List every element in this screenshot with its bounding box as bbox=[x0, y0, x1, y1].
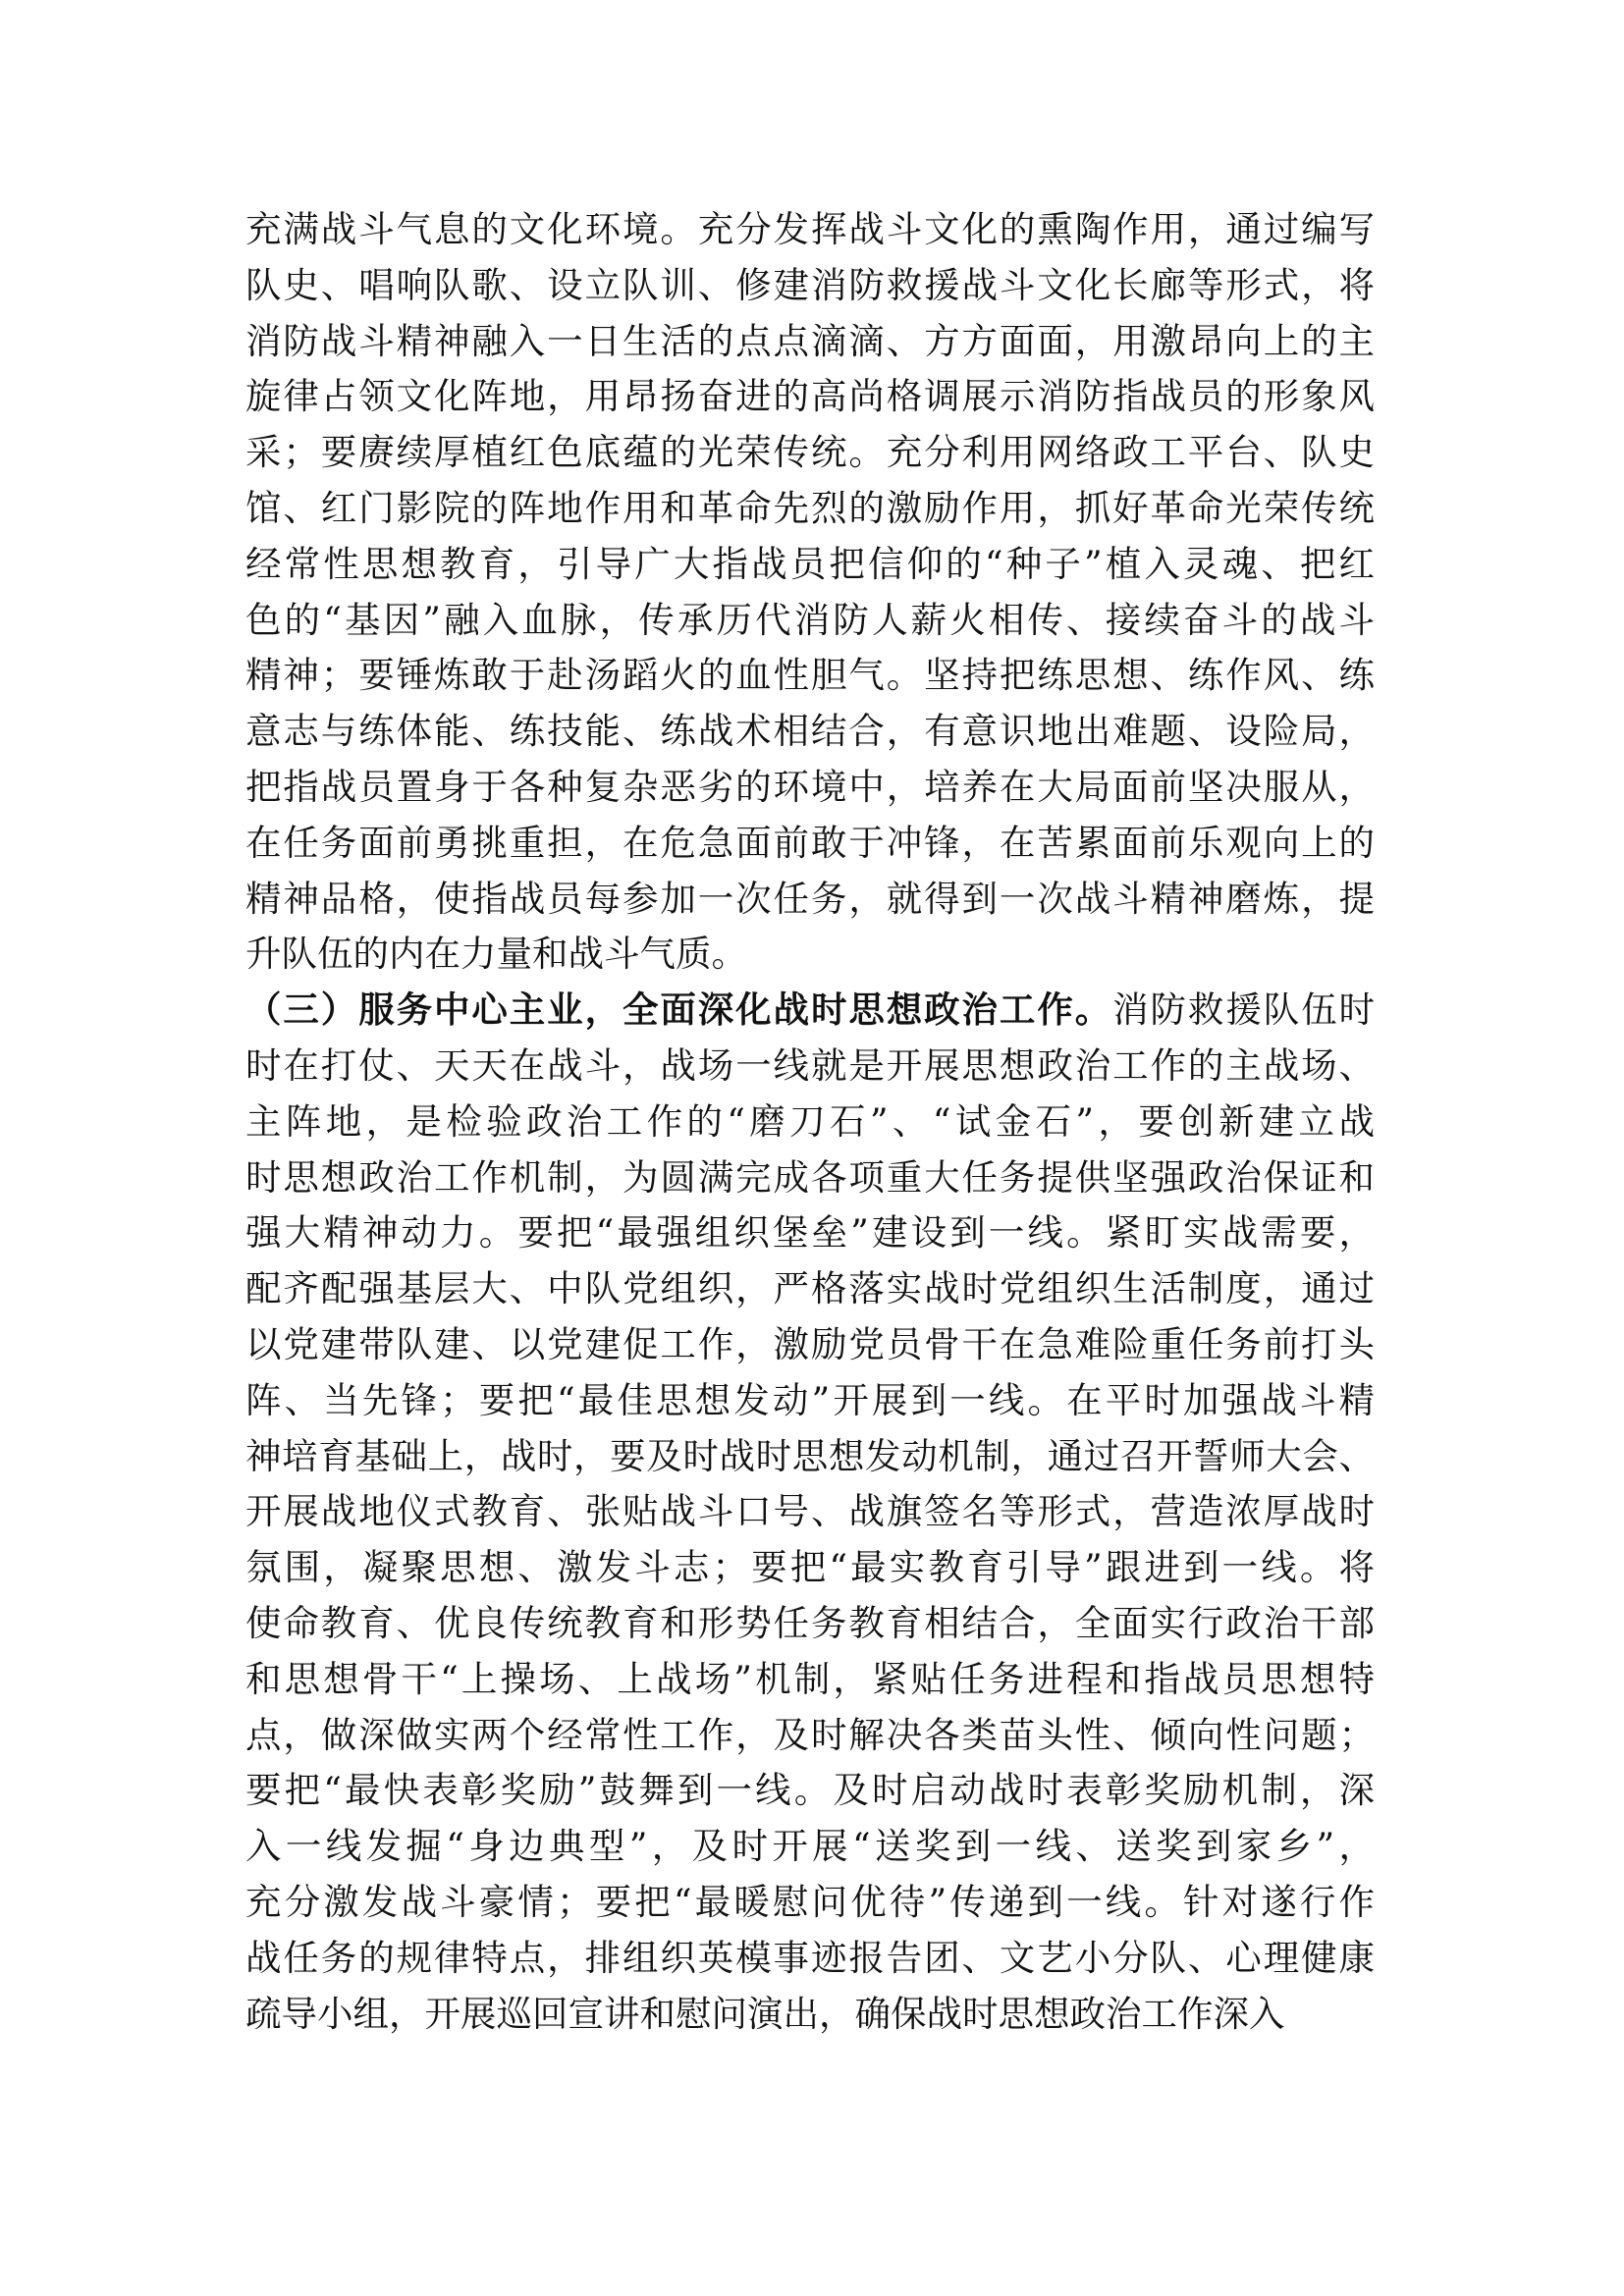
text-line: 和思想骨干“上操场、上战场”机制，紧贴任务进程和指战员思想特 bbox=[245, 1657, 1375, 1700]
text-line: 强大精神动力。要把“最强组织堡垒”建设到一线。紧盯实战需要， bbox=[245, 1211, 1375, 1255]
text-line: 时思想政治工作机制，为圆满完成各项重大任务提供坚强政治保证和 bbox=[245, 1155, 1375, 1199]
text-line: 阵、当先锋；要把“最佳思想发动”开展到一线。在平时加强战斗精 bbox=[245, 1378, 1375, 1421]
text-line: 入一线发掘“身边典型”，及时开展“送奖到一线、送奖到家乡”， bbox=[245, 1825, 1375, 1868]
text-line: 意志与练体能、练技能、练战术相结合，有意识地出难题、设险局， bbox=[245, 710, 1375, 753]
text-line: 配齐配强基层大、中队党组织，严格落实战时党组织生活制度，通过 bbox=[245, 1267, 1375, 1310]
text-line: 以党建带队建、以党建促工作，激励党员骨干在急难险重任务前打头 bbox=[245, 1322, 1375, 1365]
section-heading: （三）服务中心主业，全面深化战时思想政治工作。 bbox=[245, 988, 1113, 1032]
text-line: 采；要赓续厚植红色底蕴的光荣传统。充分利用网络政工平台、队史 bbox=[245, 431, 1375, 474]
heading-line-text: 消防救援队伍时 bbox=[1112, 988, 1375, 1032]
text-line: 在任务面前勇挑重担，在危急面前敢于冲锋，在苦累面前乐观向上的 bbox=[245, 821, 1375, 864]
text-line-last: 升队伍的内在力量和战斗气质。 bbox=[245, 933, 747, 976]
text-line: 神培育基础上，战时，要及时战时思想发动机制，通过召开誓师大会、 bbox=[245, 1434, 1375, 1477]
section-heading-line bbox=[245, 983, 1375, 1039]
text-line: 精神品格，使指战员每参加一次任务，就得到一次战斗精神磨炼，提 bbox=[245, 877, 1375, 920]
text-line: 消防战斗精神融入一日生活的点点滴滴、方方面面，用激昂向上的主 bbox=[245, 319, 1375, 362]
text-line: 使命教育、优良传统教育和形势任务教育相结合，全面实行政治干部 bbox=[245, 1601, 1375, 1644]
text-line: 氛围，凝聚思想、激发斗志；要把“最实教育引导”跟进到一线。将 bbox=[245, 1546, 1375, 1589]
text-line: 充分激发战斗豪情；要把“最暖慰问优待”传递到一线。针对遂行作 bbox=[245, 1880, 1375, 1923]
text-line: 旋律占领文化阵地，用昂扬奋进的高尚格调展示消防指战员的形象风 bbox=[245, 375, 1375, 418]
body-text bbox=[245, 202, 1375, 2042]
text-line: 点，做深做实两个经常性工作，及时解决各类苗头性、倾向性问题； bbox=[245, 1713, 1375, 1756]
text-line: 开展战地仪式教育、张贴战斗口号、战旗签名等形式，营造浓厚战时 bbox=[245, 1490, 1375, 1533]
text-line: 经常性思想教育，引导广大指战员把信仰的“种子”植入灵魂、把红 bbox=[245, 542, 1375, 585]
text-line-last: 疏导小组，开展巡回宣讲和慰问演出，确保战时思想政治工作深入 bbox=[245, 1992, 1285, 2035]
text-line: 战任务的规律特点，排组织英模事迹报告团、文艺小分队、心理健康 bbox=[245, 1936, 1375, 1979]
paragraph-1 bbox=[245, 202, 1375, 983]
text-line: 要把“最快表彰奖励”鼓舞到一线。及时启动战时表彰奖励机制，深 bbox=[245, 1769, 1375, 1812]
text-line: 精神；要锤炼敢于赴汤蹈火的血性胆气。坚持把练思想、练作风、练 bbox=[245, 654, 1375, 697]
text-line: 充满战斗气息的文化环境。充分发挥战斗文化的熏陶作用，通过编写 bbox=[245, 208, 1375, 250]
text-line: 色的“基因”融入血脉，传承历代消防人薪火相传、接续奋斗的战斗 bbox=[245, 598, 1375, 641]
text-line: 把指战员置身于各种复杂恶劣的环境中，培养在大局面前坚决服从， bbox=[245, 765, 1375, 808]
text-line: 馆、红门影院的阵地作用和革命先烈的激励作用，抓好革命光荣传统 bbox=[245, 486, 1375, 529]
text-line: 时在打仗、天天在战斗，战场一线就是开展思想政治工作的主战场、 bbox=[245, 1043, 1375, 1087]
text-line: 主阵地，是检验政治工作的“磨刀石”、“试金石”，要创新建立战 bbox=[245, 1099, 1375, 1143]
paragraph-2 bbox=[245, 983, 1375, 2042]
text-line: 队史、唱响队歌、设立队训、修建消防救援战斗文化长廊等形式，将 bbox=[245, 263, 1375, 306]
